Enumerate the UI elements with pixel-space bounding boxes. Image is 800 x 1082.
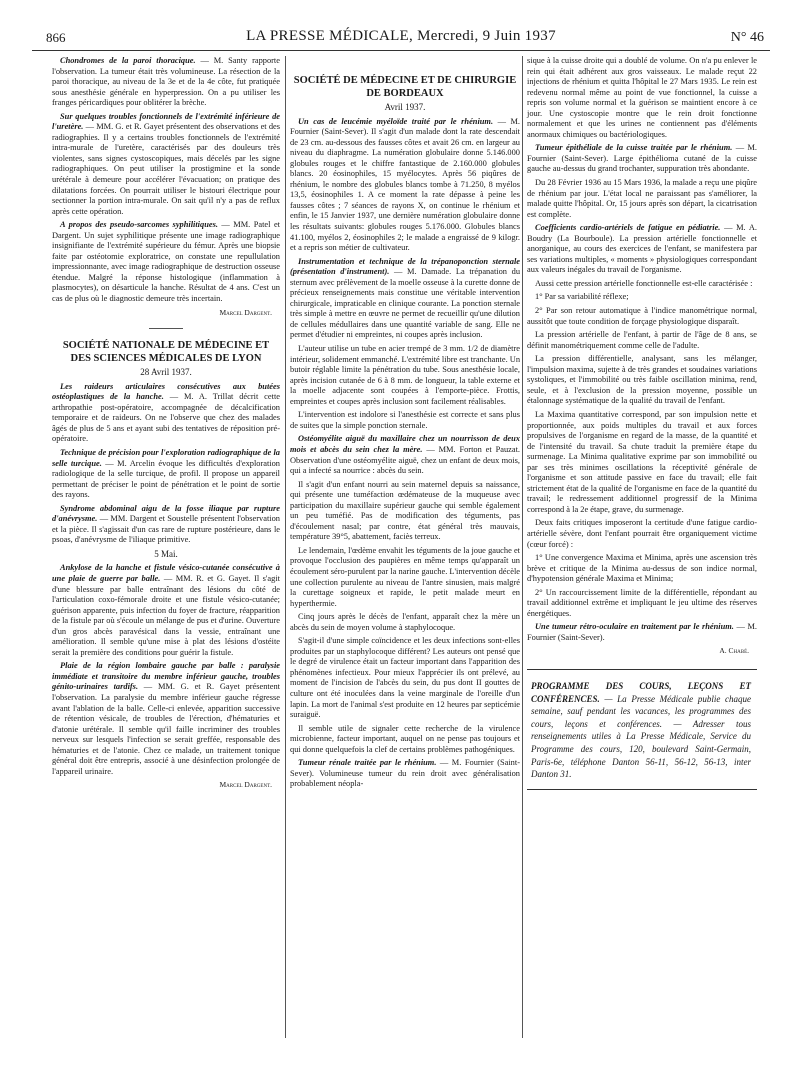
article: Les raideurs articulaires consécutives aux butées ostéoplastiques de la hanche. — M. A. Trillat décrit cette arthropathie post-opératoire, accompagnée de décalcification temporaire et de raideurs. On ne l'observe que chez des malades âgés de plus de 5 ans et ayant subi des tentatives de réposition pré-opératoire.	[52, 381, 280, 444]
article: Chondromes de la paroi thoracique. — M. Santy rapporte l'observation. La tumeur était très volumineuse. La résection de la paroi thoracique, au niveau de la 3e et de la 4e côte, fut pratiquée sous anesthésie générale en hyperpression. On a pu utiliser les franges péricardiques pour oblitérer la brèche.	[52, 56, 280, 108]
paragraph: 2° Un raccourcissement limite de la différentielle, répondant au travail additionnel extrême et impliquant le jeu ultime des réserves énergétiques.	[527, 587, 757, 618]
program-notice-title: PROGRAMME DES COURS, LEÇONS ET CONFÉRENCES.	[531, 680, 751, 704]
column-rule-2	[522, 56, 523, 1038]
paragraph: L'intervention est indolore si l'anesthésie est correcte et sans plus de suites que la simple ponction sternale.	[290, 410, 520, 430]
section-heading: SOCIÉTÉ NATIONALE DE MÉDECINE ET DES SCIENCES MÉDICALES DE LYON	[62, 340, 270, 365]
article: A propos des pseudo-sarcomes syphilitiques. — MM. Patel et Dargent. Un sujet syphilitique présente une image radiographique insignifiante de l'extrémité supérieure du fémur. Après une biopsie faite par ostéotomie exploratrice, on constate une repullulation impressionnante, avec image radiographique de destruction osseuse étendue. Malgré la réponse histologique (inflammation à plasmocytes), on désarticule la hanche. Résultat de 4 ans. C'est un cas de plus où le diagnostic demeure très incertain.	[52, 220, 281, 304]
page-header	[32, 28, 770, 52]
column-2	[290, 56, 520, 793]
paragraph: L'auteur utilise un tube en acier trempé de 3 mm. 1/2 de diamètre intérieur, solidement emmanché. L'extrémité libre est tranchante. Un butoir réglable limite la pénétration du tube. Sous anesthésie locale, après incision cutanée de 6 à 8 mm. de longueur, la table externe et la moelle adjacente sont coupées à l'emporte-pièce. Frottis, empreintes et coupes après inclusion sont facilement réalisables.	[290, 344, 521, 406]
paragraph: S'agit-il d'une simple coïncidence et les deux infections sont-elles produites par un staphylocoque différent? Les auteurs ont pensé que le degré de virulence était un facteur important dans l'apparition des phénomènes infectieux. Pour mieux l'apprécier ils ont prélevé, au moment de l'incision de l'abcès du sein, du pus dont II gouttes de culture ont été inoculées dans la veine marginale de l'oreille d'un lapin. La mort de l'animal s'est produite en 12 heures par septicémie suraiguë.	[290, 636, 520, 720]
article: Une tumeur rétro-oculaire en traitement par le rhénium. — M. Fournier (Saint-Sever).	[527, 622, 757, 642]
paragraph: Aussi cette pression artérielle fonctionnelle est-elle caractérisée :	[535, 278, 753, 288]
page-number: 866	[46, 30, 66, 45]
paragraph: Du 28 Février 1936 au 15 Mars 1936, la malade a reçu une piqûre de rhénium par jour. L'état local ne paraissant pas s'améliorer, la malade quitte l'hôpital. Or, 15 jours après son départ, la cicatrisation est complète.	[527, 178, 757, 219]
paragraph: La Maxima quantitative correspond, par son impulsion nette et proportionnée, aux poids multiples du travail et aux forces propulsives de l'organisme en regard de la masse, de la quantité et de l'intensité du travail. Sa chute traduit la première étape du surmenage. La Minima qualitative exprime par son immobilité ou par ses très minimes oscillations la réceptivité générale de l'organisme et son attitude passive en face du travail; elle fait strictement état de la qualité de l'organisme en face de la quantité du travail; le redressement additionnel progressif de la Minima correspond à la 2e étape, grave, du surmenage.	[527, 409, 757, 514]
article: Un cas de leucémie myéloïde traité par le rhénium. — M. Fournier (Saint-Sever). Il s'agit d'un malade dont la rate descendait de 23 cm. au-dessous des fausses côtes et avait 26 cm. en largeur au niveau du diaphragme. La numération globulaire donne 5.146.000 globules rouges et le chiffre fantastique de 2.160.000 globules blancs. 20 éosinophiles, 15 myélocytes. Après 56 piqûres de rhénium, le nombre des globules blancs tombe à 71.250, 8 myélos 13,5, éosinophiles 1. A ce moment la rate dépasse à peine les fausses côtes ; 7 séances de rayons X, on continue le rhénium et enfin, le 15 Janvier 1937, une dernière numération globulaire donne les résultats suivants: globules rouges 5.176.000. Globules blancs 41.100, myélos 2, éosinophiles 2; le malade a engraissé de 9 kilogr. et a repris son métier de cultivateur.	[290, 116, 521, 253]
article: Ankylose de la hanche et fistule vésico-cutanée consécutive à une plaie de guerre par balle. — MM. R. et G. Gayet. Il s'agit d'une blessure par balle entraînant des lésions du côté de l'articulation coxo-fémorale droite et une fistule vésico-cutanée; guérison apparente, puis infection du foyer de fracture, réapparition de la fistule par où s'écoule un mélange de pus et d'urine. Ouverture d'un gros abcès paravésical dans la vessie, entraînant une amélioration. Il semble qu'une mise à plat des lésions d'ostéite serait la première des conditions pour guérir la fistule.	[52, 563, 280, 657]
paragraph: 1° Par sa variabilité réflexe;	[535, 292, 629, 302]
article: Tumeur rénale traitée par le rhénium. — M. Fournier (Saint-Sever). Volumineuse tumeur du rein droit avec généralisation probablement néopla-	[290, 758, 520, 789]
program-notice-text: — La Presse Médicale publie chaque semaine, sauf pendant les vacances, les programmes des cours, leçons et conférences. — Adresser tous renseignements utiles à La Presse Médicale, Service du Programme des cours, 120, boulevard Saint-Germain, Paris-6e, téléphone Danton 56-11, 56-12, 56-13, inter Danton 31.	[531, 693, 751, 780]
session-date: 28 Avril 1937.	[140, 367, 192, 378]
program-notice	[531, 680, 751, 781]
paragraph: Cinq jours après le décès de l'enfant, apparaît chez la mère un abcès du sein de moyen volume à staphylocoque.	[290, 612, 520, 632]
signature: Marcel Dargent.	[219, 780, 272, 790]
paragraph: La pression artérielle de l'enfant, à partir de l'âge de 8 ans, se définit manométriquement comme celle de l'adulte.	[527, 330, 757, 350]
article: Instrumentation et technique de la trépanoponction sternale (présentation d'instrument). — M. Damade. La trépanation du sternum avec prélèvement de la moelle osseuse à la curette donne de précieux renseignements mais constitue une véritable intervention chirurgicale, impraticable en clinique courante. La ponction sternale très simple à mettre en œuvre ne permet de recueillir qu'une dilution de cellules médullaires dans une quantité variable de sang. Elle ne permet d'étudier ni empreintes, ni coupes après inclusion.	[290, 256, 521, 340]
paragraph: sique à la cuisse droite qui a doublé de volume. On n'a pu enlever le rein qui était adhérent aux gros vaisseaux. Le malade reçut 22 injections de rhénium et quitta l'hôpital le 27 Mars 1935. Le rein est redevenu normal même au point de vue fonctionnel, la cuisse a repris son volume normal et la guérison se maintient encore à ce jour. Une cystoscopie montre que le rein droit fonctionne normalement et que les urines ne contiennent pas d'éléments anormaux chimiques ou bactériologiques.	[527, 56, 757, 139]
header-rule	[32, 50, 770, 51]
article: Sur quelques troubles fonctionnels de l'extrémité inférieure de l'uretère. — MM. G. et R. Gayet présentent des observations et des radiographies. Il y a certains troubles fonctionnels de l'extrémité intra-murale de l'uretère, caractérisés par des douleurs très violentes, sans signes cystoscopiques, mais décelés par les signe radiographiques. On peut utiliser la prostigmine et la sonde urétérale à demeure pour accélérer l'évacuation; on pratique des dilatations forcées. On pourrait utiliser le bistouri électrique pour sectionner la portion intra-murale. On sait qu'il n'y a pas de reflux après cette opération.	[52, 111, 280, 216]
section-heading: SOCIÉTÉ DE MÉDECINE ET DE CHIRURGIE DE BORDEAUX	[293, 75, 517, 99]
paragraph: La pression différentielle, analysant, sans les mélanger, l'impulsion maxima, sujette à de très grandes et soudaines variations systoliques, et l'immobilité ou très faible oscillation minima, rend, seule, et à l'exclusion de la pression moyenne, possible un étalonnage systématique de la qualité du travail de l'enfant.	[527, 354, 757, 406]
article: Coefficients cardio-artériels de fatigue en pédiatrie. — M. A. Boudry (La Bourboule). La pression artérielle fonctionnelle et anorganique, au cours des exercices de l'enfant, se manifestera par ses variations multiples, « moments » physiologiques correspondant aux valeurs inégales du travail de l'organisme.	[527, 223, 757, 275]
paragraph: 2° Par son retour automatique à l'indice manométrique normal, aussitôt que toute condition de forçage physiologique disparaît.	[527, 306, 757, 326]
paragraph: 1° Une convergence Maxima et Minima, après une ascension très brève et critique de la Minima au-dessus de son indice normal, d'hypotension générale Maxima et Minima;	[527, 553, 757, 584]
column-1	[52, 56, 280, 795]
article: Ostéomyélite aiguë du maxillaire chez un nourrisson de deux mois et abcès du sein chez la mère. — MM. Forton et Pauzat. Observation d'une ostéomyélite aiguë, chez un enfant de deux mois, qui a infecté sa nourrice : abcès du sein.	[290, 434, 520, 476]
paragraph: Il semble utile de signaler cette recherche de la virulence microbienne, facteur important, auquel on ne pense pas toujours et qui donne quelquefois la clef de certains problèmes pathogéniques.	[290, 723, 520, 754]
program-notice-box	[527, 669, 757, 790]
signature: A. Chabé.	[719, 646, 749, 656]
paragraph: Il s'agit d'un enfant nourri au sein maternel depuis sa naissance, qui présente une tuméfaction œdémateuse de la muqueuse avec participation du maxillaire supérieur gauche qui semble également un peu tuméfié. Pas de modification des téguments, pas d'écoulement nasal; par contre, état général très mauvais, température 39°5, abattement, faciès terreux.	[290, 479, 520, 542]
paragraph: Le lendemain, l'œdème envahit les téguments de la joue gauche et provoque l'occlusion des paupières en même temps qu'apparaît un écoulement séro-purulent par la narine gauche. L'intervention décèle une collection purulente au niveau de l'antre sinusien, mais malgré la curettage soigneux et rapide, le petit malade meurt en hyperthermie.	[290, 545, 520, 608]
issue-number: N° 46	[730, 30, 764, 45]
journal-title: LA PRESSE MÉDICALE, Mercredi, 9 Juin 1937	[246, 28, 556, 44]
article: Plaie de la région lombaire gauche par balle : paralysie immédiate et transitoire du membre inférieur gauche, troubles génito-urinaires tardifs. — MM. G. et R. Gayet présentent l'observation. La paralysie du membre inférieur gauche régresse avant l'ablation de la balle. Celle-ci enlevée, apparition successive de rétention vésicale, de troubles de l'érection, d'hématuries et d'atonie urétérale. Il semble qu'il faille incriminer des troubles nerveux sur lesquels l'infection se serait greffée, responsable des hématuries et de l'atonie. Chez ce malade, un traitement tonique général doit être entrepris, associé à une désinfection prolongée de l'appareil urinaire.	[52, 661, 280, 776]
session-date: Avril 1937.	[384, 102, 426, 112]
article: Tumeur épithéliale de la cuisse traitée par le rhénium. — M. Fournier (Saint-Sever). Large épithélioma cutané de la cuisse gauche au-dessus du grand trochanter, suppuration très abondante.	[527, 143, 757, 174]
signature: Marcel Dargent.	[219, 307, 272, 317]
article: Syndrome abdominal aigu de la fosse iliaque par rupture d'anévrysme. — MM. Dargent et Soustelle présentent l'observation et la pièce. Il s'agissait d'un cas rare de rupture postérieure, dans le psoas, d'anévrysme de l'iliaque primitive.	[52, 503, 280, 545]
article: Technique de précision pour l'exploration radiographique de la selle turcique. — M. Arcelin évoque les difficultés d'exploration radiologique de la selle turcique, de profil. Il propose un appareil permettant de préciser le point de pénétration et le point de sortie des rayons.	[52, 447, 280, 500]
column-rule-1	[285, 56, 286, 1038]
column-3	[527, 56, 757, 790]
divider	[149, 328, 183, 329]
paragraph: Deux faits critiques imposeront la certitude d'une fatigue cardio-artérielle sévère, dont l'enfant pourrait être organiquement victime (cœur forcé) :	[527, 518, 757, 549]
session-date: 5 Mai.	[154, 548, 178, 559]
